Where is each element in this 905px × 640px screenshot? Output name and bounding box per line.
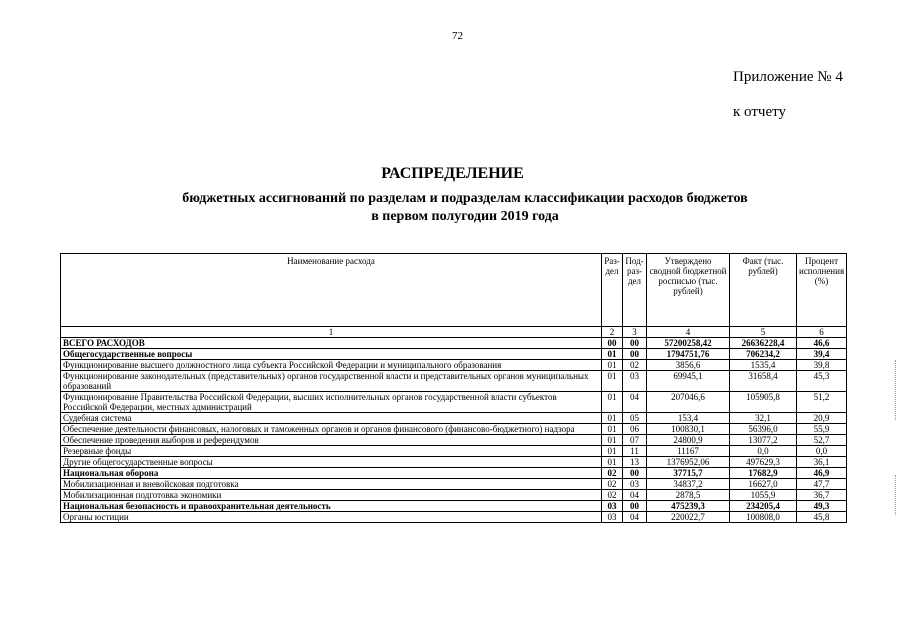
table-row [61, 446, 847, 457]
report-label: к отчету [733, 104, 786, 120]
row-percent: 49,3 [797, 501, 847, 512]
subtitle-line-1: бюджетных ассигнований по разделам и подразделам классификации расходов бюджетов [182, 191, 748, 206]
row-percent: 52,7 [797, 435, 847, 446]
row-razdel: 02 [602, 479, 623, 490]
row-approved: 2878,5 [647, 490, 730, 501]
header-percent: Процент исполнения (%) [797, 254, 847, 327]
page-number: 72 [452, 30, 463, 42]
row-fact: 1535,4 [730, 360, 797, 371]
row-razdel: 01 [602, 424, 623, 435]
document-subtitle [110, 190, 820, 226]
row-percent: 39,4 [797, 349, 847, 360]
row-name: Функционирование Правительства Российской Федерации, высших исполнительных органов государственной власти субъектов Российской Федерации, местных администраций [61, 392, 602, 413]
row-approved: 3856,6 [647, 360, 730, 371]
row-percent: 47,7 [797, 479, 847, 490]
appendix-label: Приложение № 4 [733, 69, 843, 85]
row-name: ВСЕГО РАСХОДОВ [61, 338, 602, 349]
row-approved: 34837,2 [647, 479, 730, 490]
column-number: 6 [797, 327, 847, 338]
row-percent: 36,7 [797, 490, 847, 501]
row-fact: 31658,4 [730, 371, 797, 392]
table-row [61, 360, 847, 371]
table-row [61, 392, 847, 413]
row-name: Общегосударственные вопросы [61, 349, 602, 360]
table-row [61, 424, 847, 435]
table-row [61, 435, 847, 446]
row-approved: 220022,7 [647, 512, 730, 523]
row-razdel: 02 [602, 468, 623, 479]
header-approved: Утверждено сводной бюджетной росписью (тыс. рублей) [647, 254, 730, 327]
row-name: Функционирование законодательных (представительных) органов государственной власти и представительных органов муниципальных образований [61, 371, 602, 392]
row-podrazdel: 00 [623, 468, 647, 479]
row-approved: 69945,1 [647, 371, 730, 392]
table-row [61, 371, 847, 392]
subtitle-line-2: в первом полугодии 2019 года [371, 209, 559, 224]
table-row [61, 479, 847, 490]
table-row [61, 338, 847, 349]
row-fact: 234205,4 [730, 501, 797, 512]
row-podrazdel: 03 [623, 479, 647, 490]
row-razdel: 01 [602, 392, 623, 413]
row-name: Судебная система [61, 413, 602, 424]
row-percent: 51,2 [797, 392, 847, 413]
document-title: РАСПРЕДЕЛЕНИЕ [381, 165, 524, 182]
row-percent: 20,9 [797, 413, 847, 424]
row-podrazdel: 00 [623, 349, 647, 360]
row-name: Обеспечение проведения выборов и референдумов [61, 435, 602, 446]
row-name: Обеспечение деятельности финансовых, налоговых и таможенных органов и органов финансового (финансово-бюджетного) надзора [61, 424, 602, 435]
row-razdel: 02 [602, 490, 623, 501]
row-fact: 497629,3 [730, 457, 797, 468]
row-name: Мобилизационная подготовка экономики [61, 490, 602, 501]
row-podrazdel: 06 [623, 424, 647, 435]
row-podrazdel: 07 [623, 435, 647, 446]
row-podrazdel: 00 [623, 501, 647, 512]
table-row [61, 468, 847, 479]
row-name: Функционирование высшего должностного лица субъекта Российской Федерации и муниципального образования [61, 360, 602, 371]
row-percent: 0,0 [797, 446, 847, 457]
row-razdel: 01 [602, 457, 623, 468]
row-percent: 55,9 [797, 424, 847, 435]
row-fact: 706234,2 [730, 349, 797, 360]
row-percent: 46,6 [797, 338, 847, 349]
row-name: Резервные фонды [61, 446, 602, 457]
row-approved: 100830,1 [647, 424, 730, 435]
column-number: 2 [602, 327, 623, 338]
row-podrazdel: 02 [623, 360, 647, 371]
row-fact: 13077,2 [730, 435, 797, 446]
row-approved: 24800,9 [647, 435, 730, 446]
row-percent: 39,8 [797, 360, 847, 371]
row-approved: 37715,7 [647, 468, 730, 479]
row-approved: 1794751,76 [647, 349, 730, 360]
row-razdel: 01 [602, 371, 623, 392]
row-razdel: 03 [602, 512, 623, 523]
row-razdel: 01 [602, 413, 623, 424]
row-razdel: 01 [602, 349, 623, 360]
row-approved: 11167 [647, 446, 730, 457]
row-podrazdel: 03 [623, 371, 647, 392]
row-fact: 32,1 [730, 413, 797, 424]
row-podrazdel: 04 [623, 512, 647, 523]
table-row [61, 413, 847, 424]
row-razdel: 01 [602, 360, 623, 371]
header-podrazdel: Под-раз-дел [623, 254, 647, 327]
row-fact: 100808,0 [730, 512, 797, 523]
header-name: Наименование расхода [61, 254, 602, 327]
table-row [61, 457, 847, 468]
row-percent: 45,8 [797, 512, 847, 523]
header-razdel: Раз-дел [602, 254, 623, 327]
column-number: 4 [647, 327, 730, 338]
row-percent: 46,9 [797, 468, 847, 479]
row-fact: 105905,8 [730, 392, 797, 413]
column-number: 5 [730, 327, 797, 338]
column-number: 1 [61, 327, 602, 338]
table-row [61, 512, 847, 523]
column-number: 3 [623, 327, 647, 338]
table-row [61, 349, 847, 360]
row-approved: 207046,6 [647, 392, 730, 413]
row-name: Национальная оборона [61, 468, 602, 479]
scan-edge-mark [895, 360, 897, 420]
row-fact: 56396,0 [730, 424, 797, 435]
row-name: Органы юстиции [61, 512, 602, 523]
row-fact: 17682,9 [730, 468, 797, 479]
row-podrazdel: 04 [623, 490, 647, 501]
row-approved: 57200258,42 [647, 338, 730, 349]
table-row [61, 490, 847, 501]
row-razdel: 01 [602, 435, 623, 446]
row-percent: 36,1 [797, 457, 847, 468]
header-fact: Факт (тыс. рублей) [730, 254, 797, 327]
row-approved: 475239,3 [647, 501, 730, 512]
row-razdel: 00 [602, 338, 623, 349]
row-fact: 16627,0 [730, 479, 797, 490]
row-razdel: 01 [602, 446, 623, 457]
row-podrazdel: 00 [623, 338, 647, 349]
row-razdel: 03 [602, 501, 623, 512]
row-percent: 45,3 [797, 371, 847, 392]
row-approved: 153,4 [647, 413, 730, 424]
row-approved: 1376952,06 [647, 457, 730, 468]
row-podrazdel: 11 [623, 446, 647, 457]
table-row [61, 501, 847, 512]
row-fact: 1055,9 [730, 490, 797, 501]
row-podrazdel: 04 [623, 392, 647, 413]
row-podrazdel: 05 [623, 413, 647, 424]
budget-table [60, 253, 847, 523]
row-name: Национальная безопасность и правоохранительная деятельность [61, 501, 602, 512]
row-name: Другие общегосударственные вопросы [61, 457, 602, 468]
row-fact: 26636228,4 [730, 338, 797, 349]
scan-edge-mark [895, 475, 897, 515]
row-podrazdel: 13 [623, 457, 647, 468]
row-fact: 0,0 [730, 446, 797, 457]
row-name: Мобилизационная и вневойсковая подготовка [61, 479, 602, 490]
